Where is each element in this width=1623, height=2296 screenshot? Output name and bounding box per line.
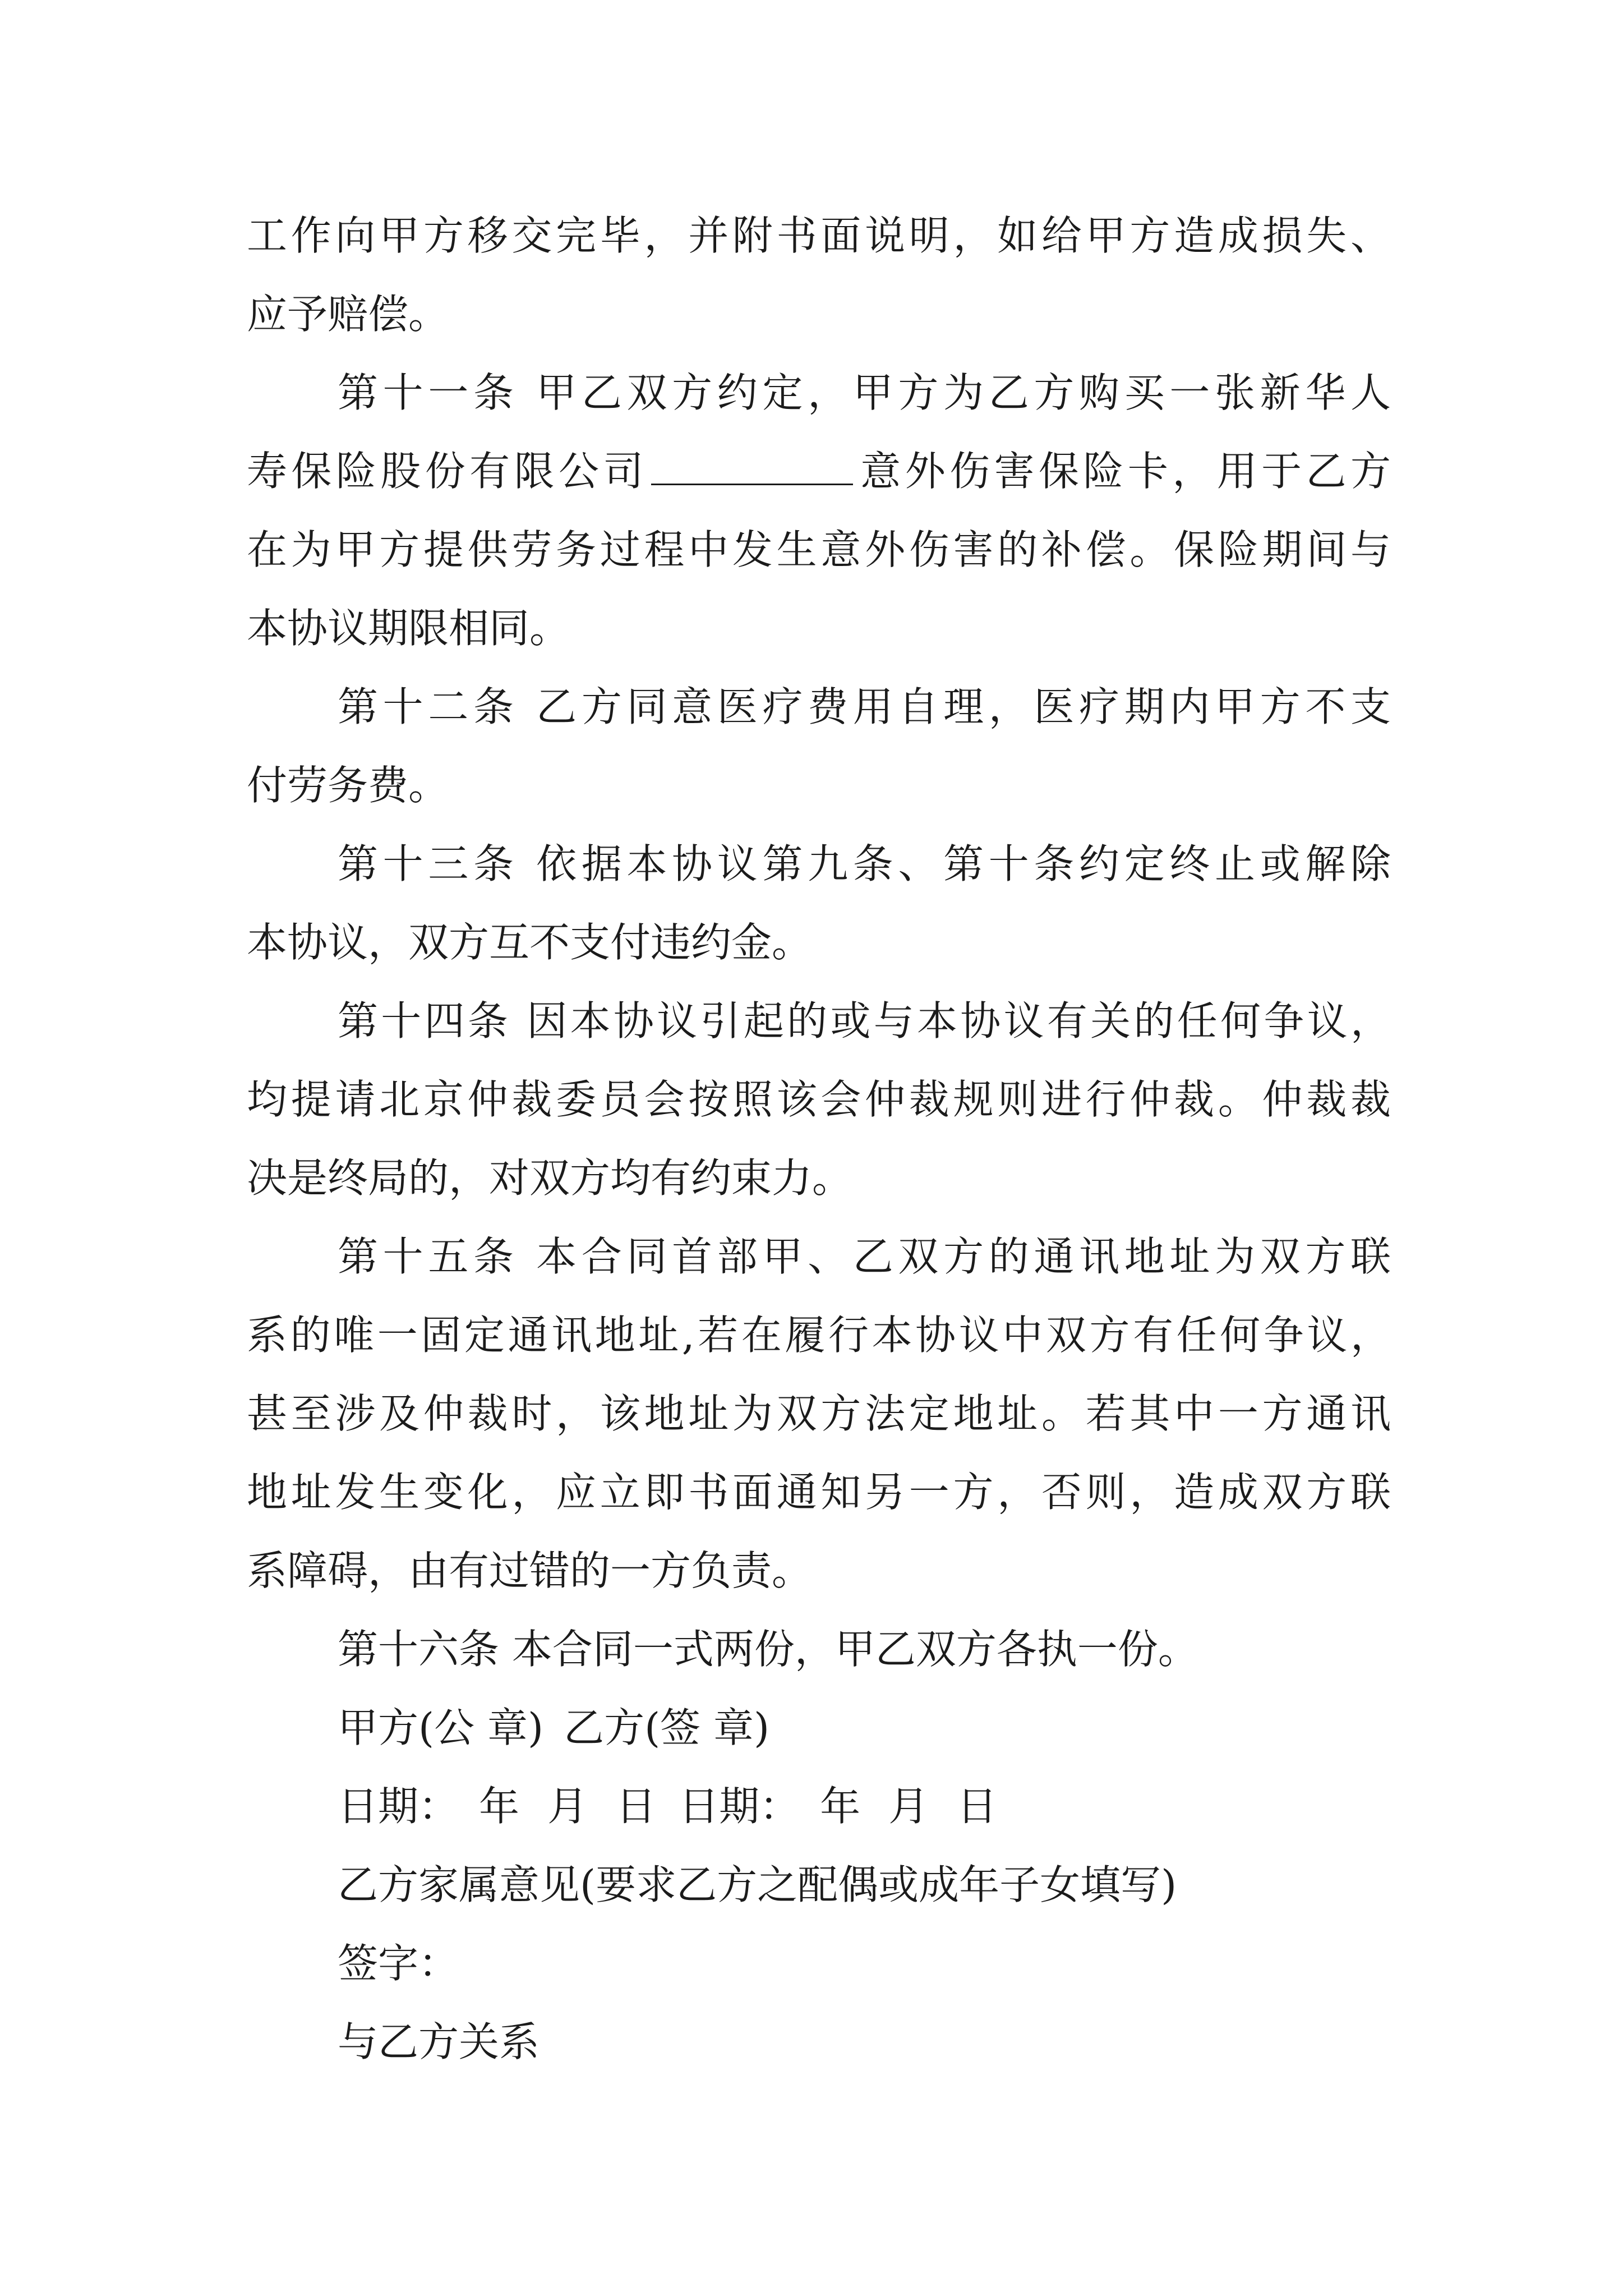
clause-13-heading-line: 第十三条 依据本协议第九条、第十条约定终止或解除 [338,840,1391,887]
party-b-date-label: 日期： [679,1783,800,1830]
party-b-month: 月 [888,1783,929,1830]
party-a-day: 日 [616,1783,657,1830]
party-b-day: 日 [957,1783,998,1830]
text-line: 地址发生变化，应立即书面通知另一方，否则，造成双方联 [247,1469,1391,1516]
insurance-name-blank [651,448,853,485]
party-b-seal-label: 乙方(签 章) [564,1704,770,1751]
text-line: 本协议，双方互不支付违约金。 [247,919,813,966]
party-a-month: 月 [547,1783,588,1830]
date-line [338,1778,997,1834]
family-opinion-label: 乙方家属意见(要求乙方之配偶或成年子女填写) [338,1861,1177,1908]
clause-14-heading-line: 第十四条 因本协议引起的或与本协议有关的任何争议， [338,997,1391,1045]
text-line: 甚至涉及仲裁时，该地址为双方法定地址。若其中一方通讯 [247,1390,1391,1437]
party-a-date-label: 日期： [338,1783,459,1830]
seal-line [338,1700,769,1756]
clause-12-heading-line: 第十二条 乙方同意医疗费用自理，医疗期内甲方不支 [338,683,1391,730]
insurance-line [247,443,1391,499]
text-line: 系障碍，由有过错的一方负责。 [247,1547,813,1594]
text-line: 应予赔偿。 [247,291,449,338]
text-line: 工作向甲方移交完毕，并附书面说明，如给甲方造成损失、 [247,212,1391,259]
party-b-year: 年 [820,1783,861,1830]
text-line: 本协议期限相同。 [247,605,570,652]
insurance-text-after: 意外伤害保险卡，用于乙方 [856,448,1391,495]
clause-15-heading-line: 第十五条 本合同首部甲、乙双方的通讯地址为双方联 [338,1233,1391,1280]
insurance-text-before: 寿保险股份有限公司 [247,448,648,495]
text-line: 决是终局的，对双方均有约束力。 [247,1154,853,1202]
text-line: 付劳务费。 [247,762,449,809]
clause-11-heading-line: 第十一条 甲乙双方约定，甲方为乙方购买一张新华人 [338,369,1391,416]
text-line: 均提请北京仲裁委员会按照该会仲裁规则进行仲裁。仲裁裁 [247,1076,1391,1123]
party-a-seal-label: 甲方(公 章) [338,1704,544,1751]
relation-label: 与乙方关系 [338,2018,540,2065]
party-a-year: 年 [479,1783,520,1830]
text-line: 系的唯一固定通讯地址,若在履行本协议中双方有任何争议， [247,1312,1391,1359]
clause-16-copies: 第十六条 本合同一式两份，甲乙双方各执一份。 [338,1626,1198,1673]
text-line: 在为甲方提供劳务过程中发生意外伤害的补偿。保险期间与 [247,526,1391,573]
signature-label: 签字： [338,1940,459,1987]
